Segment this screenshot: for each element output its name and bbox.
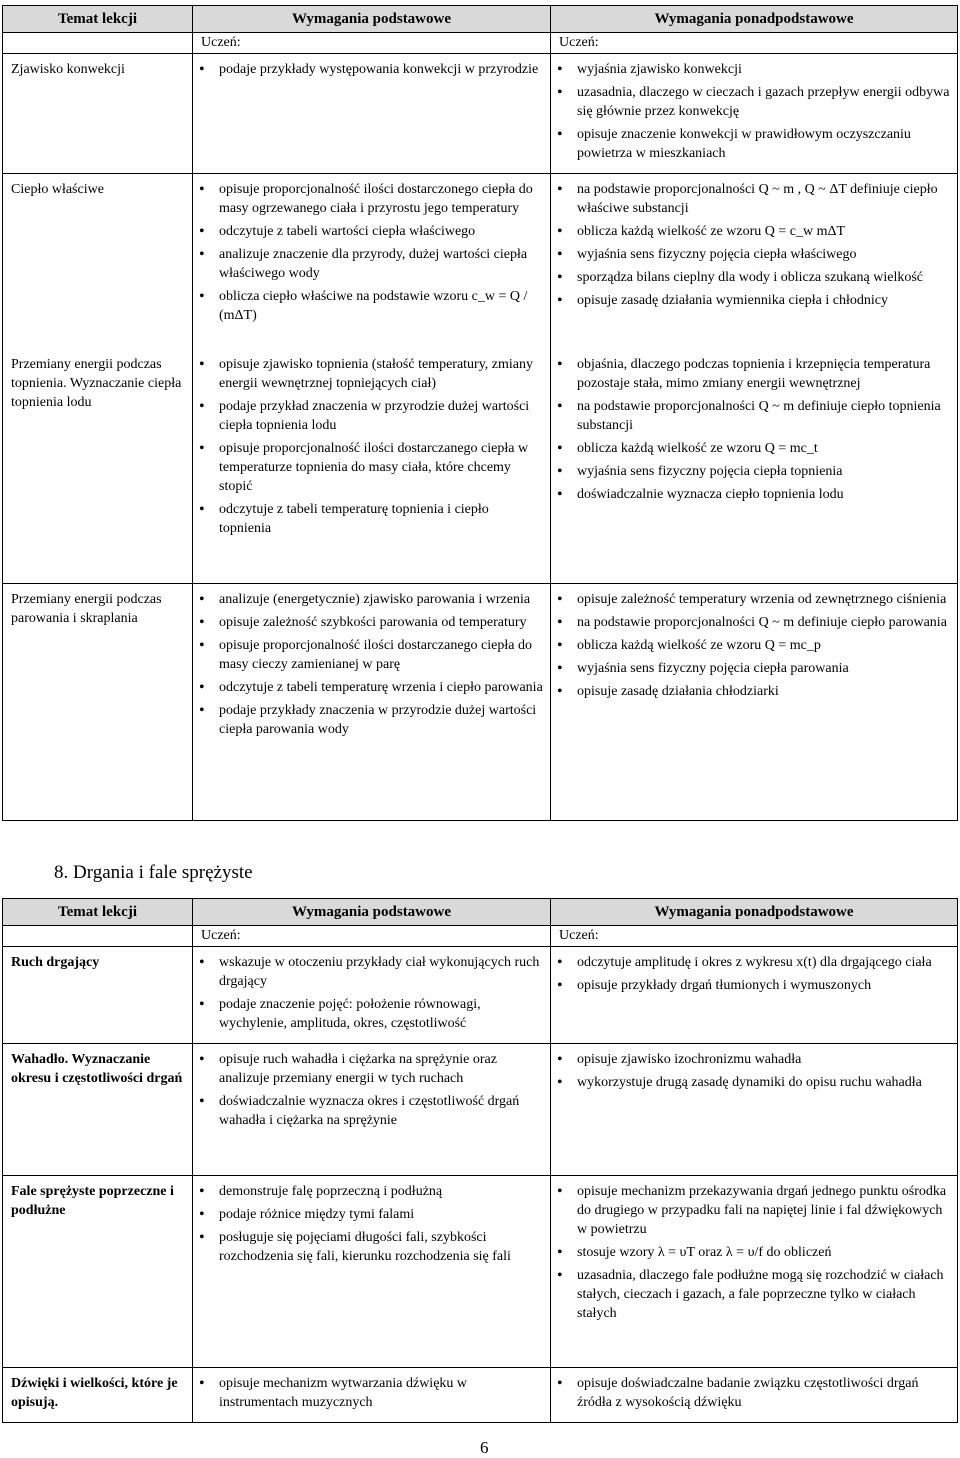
uczen-label-advanced: Uczeń: — [551, 33, 958, 54]
list-item: • stosuje wzory λ = υT oraz λ = υ/f do obliczeń — [577, 1243, 951, 1262]
list-item: • wyjaśnia zjawisko konwekcji — [577, 60, 951, 79]
table-row — [3, 1176, 958, 1368]
topic-cell: Ruch drgający — [3, 947, 193, 1044]
list-item: • opisuje zależność szybkości parowania od temperatury — [219, 613, 544, 632]
topic-cell: Wahadło. Wyznaczanie okresu i częstotliwości drgań — [3, 1044, 193, 1176]
list-item: • oblicza każdą wielkość ze wzoru Q = mc_t — [577, 439, 951, 458]
list-item: • opisuje zależność temperatury wrzenia od zewnętrznego ciśnienia — [577, 590, 951, 609]
advanced-cell — [551, 1368, 958, 1423]
basic-cell — [193, 54, 551, 174]
table-row — [3, 174, 958, 349]
table-row — [3, 54, 958, 174]
topic-cell: Przemiany energii podczas parowania i skraplania — [3, 584, 193, 821]
topic-cell: Przemiany energii podczas topnienia. Wyznaczanie ciepła topnienia lodu — [3, 349, 193, 584]
list-item: • oblicza każdą wielkość ze wzoru Q = mc_p — [577, 636, 951, 655]
basic-cell — [193, 1176, 551, 1368]
topic-cell: Dźwięki i wielkości, które je opisują. — [3, 1368, 193, 1423]
list-item: • uzasadnia, dlaczego w cieczach i gazach przepływ energii odbywa się głównie przez konwekcję — [577, 83, 951, 121]
list-item: • podaje przykład znaczenia w przyrodzie dużej wartości ciepła topnienia lodu — [219, 397, 544, 435]
header-advanced: Wymagania ponadpodstawowe — [551, 899, 958, 926]
advanced-cell — [551, 349, 958, 584]
table-row — [3, 1044, 958, 1176]
list-item: • demonstruje falę poprzeczną i podłużną — [219, 1182, 544, 1201]
list-item: • opisuje przykłady drgań tłumionych i wymuszonych — [577, 976, 951, 995]
list-item: • wyjaśnia sens fizyczny pojęcia ciepła parowania — [577, 659, 951, 678]
table-row — [3, 349, 958, 584]
list-item: • opisuje proporcjonalność ilości dostarczanego ciepła w temperaturze topnienia do masy ciała, które chcemy stopić — [219, 439, 544, 496]
list-item: • wyjaśnia sens fizyczny pojęcia ciepła topnienia — [577, 462, 951, 481]
list-item: • opisuje mechanizm wytwarzania dźwięku w instrumentach muzycznych — [219, 1374, 544, 1412]
list-item: • opisuje doświadczalne badanie związku częstotliwości drgań źródła z wysokością dźwięku — [577, 1374, 951, 1412]
list-item: • oblicza każdą wielkość ze wzoru Q = c_w mΔT — [577, 222, 951, 241]
uczen-label-basic: Uczeń: — [193, 33, 551, 54]
basic-cell — [193, 1044, 551, 1176]
table-row — [3, 584, 958, 821]
list-item: • doświadczalnie wyznacza ciepło topnienia lodu — [577, 485, 951, 504]
list-item: • wyjaśnia sens fizyczny pojęcia ciepła właściwego — [577, 245, 951, 264]
list-item: • odczytuje z tabeli temperaturę topnienia i ciepło topnienia — [219, 500, 544, 538]
list-item: • opisuje proporcjonalność ilości dostarczonego ciepła do masy ogrzewanego ciała i przyrostu jego temperatury — [219, 180, 544, 218]
list-item: • opisuje proporcjonalność ilości dostarczanego ciepła do masy cieczy zamienianej w parę — [219, 636, 544, 674]
list-item: • analizuje znaczenie dla przyrody, dużej wartości ciepła właściwego wody — [219, 245, 544, 283]
list-item: • opisuje ruch wahadła i ciężarka na sprężynie oraz analizuje przemiany energii w tych ruchach — [219, 1050, 544, 1088]
table-row — [3, 1368, 958, 1423]
basic-cell — [193, 174, 551, 349]
list-item: • na podstawie proporcjonalności Q ~ m definiuje ciepło topnienia substancji — [577, 397, 951, 435]
list-item: • opisuje zasadę działania wymiennika ciepła i chłodnicy — [577, 291, 951, 310]
advanced-cell — [551, 174, 958, 349]
list-item: • doświadczalnie wyznacza okres i częstotliwość drgań wahadła i ciężarka na sprężynie — [219, 1092, 544, 1130]
list-item: • odczytuje z tabeli temperaturę wrzenia i ciepło parowania — [219, 678, 544, 697]
uczen-label-advanced: Uczeń: — [551, 926, 958, 947]
list-item: • opisuje zjawisko izochronizmu wahadła — [577, 1050, 951, 1069]
uczen-label-basic: Uczeń: — [193, 926, 551, 947]
basic-cell — [193, 1368, 551, 1423]
list-item: • opisuje mechanizm przekazywania drgań jednego punktu ośrodka do drugiego w przypadku fali na napiętej linie i fal dźwiękowych w powietrzu — [577, 1182, 951, 1239]
list-item: • odczytuje amplitudę i okres z wykresu x(t) dla drgającego ciała — [577, 953, 951, 972]
basic-cell — [193, 349, 551, 584]
header-topic: Temat lekcji — [3, 899, 193, 926]
list-item: • wskazuje w otoczeniu przykłady ciał wykonujących ruch drgający — [219, 953, 544, 991]
list-item: • wykorzystuje drugą zasadę dynamiki do opisu ruchu wahadła — [577, 1073, 951, 1092]
advanced-cell — [551, 584, 958, 821]
advanced-cell — [551, 1176, 958, 1368]
list-item: • uzasadnia, dlaczego fale podłużne mogą się rozchodzić w ciałach stałych, cieczach i gazach, a fale poprzeczne tylko w ciałach stałych — [577, 1266, 951, 1323]
list-item: • odczytuje z tabeli wartości ciepła właściwego — [219, 222, 544, 241]
page-number: 6 — [480, 1438, 489, 1457]
list-item: • podaje przykłady występowania konwekcji w przyrodzie — [219, 60, 544, 79]
list-item: • podaje przykłady znaczenia w przyrodzie dużej wartości ciepła parowania wody — [219, 701, 544, 739]
advanced-cell — [551, 947, 958, 1044]
section-heading: 8. Drgania i fale sprężyste — [54, 862, 253, 883]
topic-cell: Fale sprężyste poprzeczne i podłużne — [3, 1176, 193, 1368]
advanced-cell — [551, 1044, 958, 1176]
list-item: • na podstawie proporcjonalności Q ~ m , Q ~ ΔT definiuje ciepło właściwe substancji — [577, 180, 951, 218]
requirements-table-thermal — [2, 5, 958, 821]
list-item: • objaśnia, dlaczego podczas topnienia i krzepnięcia temperatura pozostaje stała, mimo zmiany energii wewnętrznej — [577, 355, 951, 393]
list-item: • podaje znaczenie pojęć: położenie równowagi, wychylenie, amplituda, okres, częstotliwość — [219, 995, 544, 1033]
header-advanced: Wymagania ponadpodstawowe — [551, 6, 958, 33]
list-item: • opisuje zasadę działania chłodziarki — [577, 682, 951, 701]
header-basic: Wymagania podstawowe — [193, 6, 551, 33]
advanced-cell — [551, 54, 958, 174]
header-basic: Wymagania podstawowe — [193, 899, 551, 926]
list-item: • na podstawie proporcjonalności Q ~ m definiuje ciepło parowania — [577, 613, 951, 632]
table-row — [3, 947, 958, 1044]
list-item: • sporządza bilans cieplny dla wody i oblicza szukaną wielkość — [577, 268, 951, 287]
basic-cell — [193, 584, 551, 821]
list-item: • opisuje zjawisko topnienia (stałość temperatury, zmiany energii wewnętrznej topniejących ciał) — [219, 355, 544, 393]
list-item: • oblicza ciepło właściwe na podstawie wzoru c_w = Q / (mΔT) — [219, 287, 544, 325]
basic-cell — [193, 947, 551, 1044]
list-item: • opisuje znaczenie konwekcji w prawidłowym oczyszczaniu powietrza w mieszkaniach — [577, 125, 951, 163]
requirements-table-waves — [2, 898, 958, 1423]
list-item: • podaje różnice między tymi falami — [219, 1205, 544, 1224]
topic-cell: Ciepło właściwe — [3, 174, 193, 349]
topic-cell: Zjawisko konwekcji — [3, 54, 193, 174]
header-topic: Temat lekcji — [3, 6, 193, 33]
list-item: • posługuje się pojęciami długości fali, szybkości rozchodzenia się fali, kierunku rozchodzenia się fali — [219, 1228, 544, 1266]
list-item: • analizuje (energetycznie) zjawisko parowania i wrzenia — [219, 590, 544, 609]
